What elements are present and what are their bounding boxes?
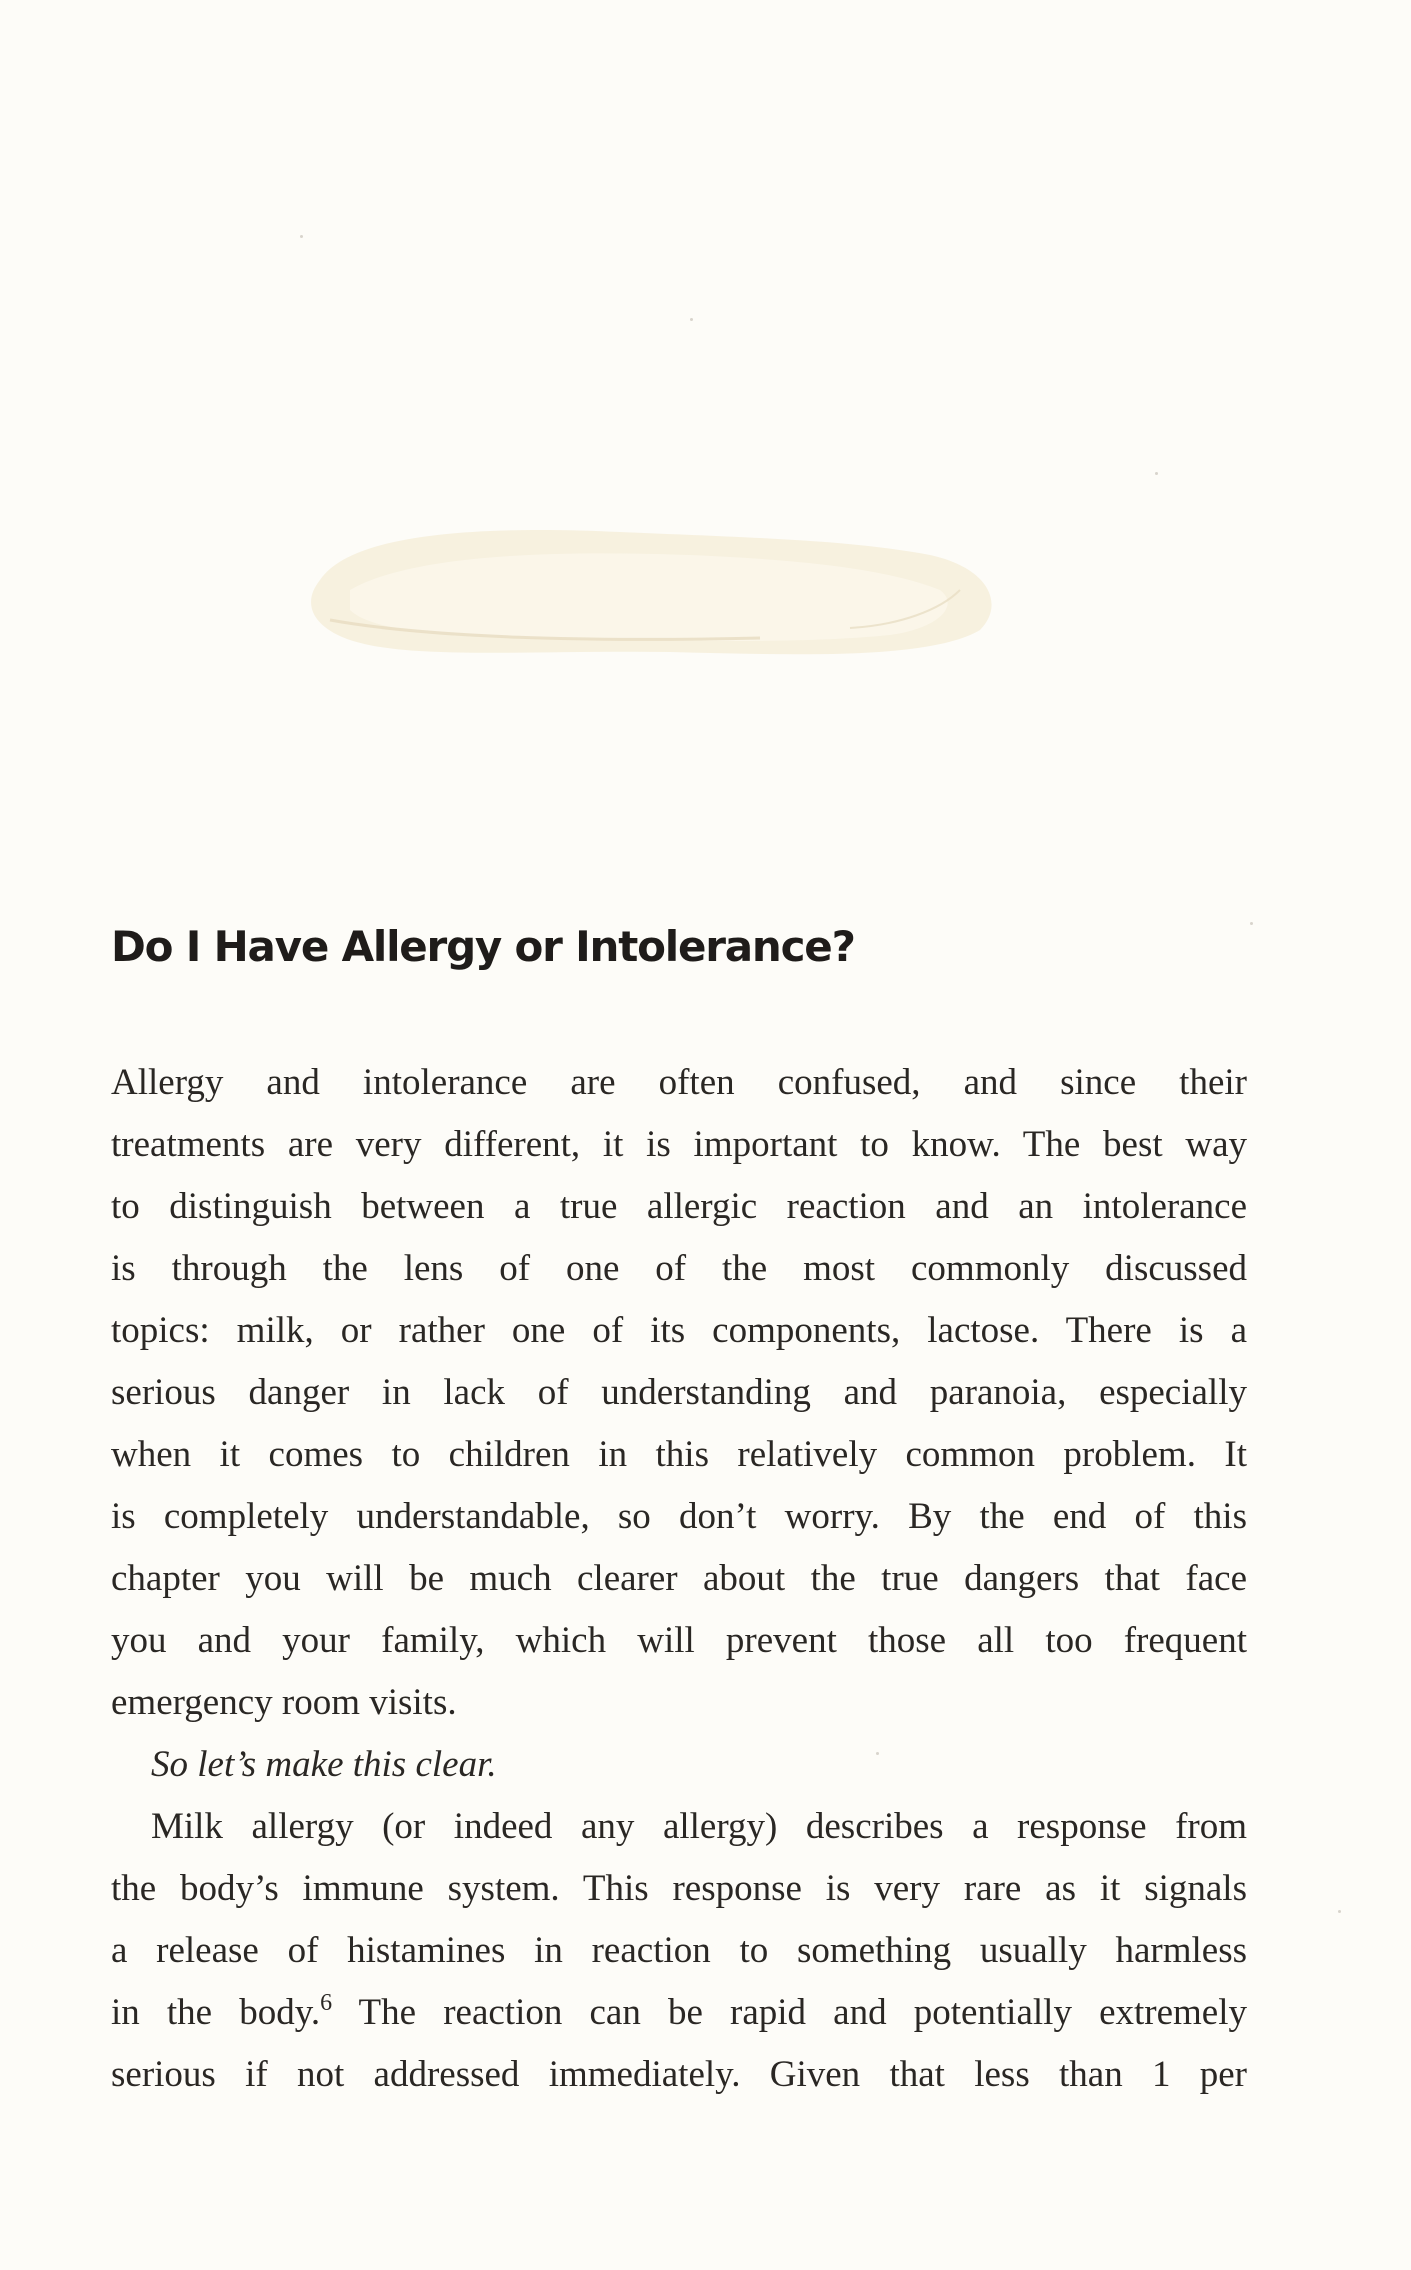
paragraph-line: emergency room visits. xyxy=(111,1682,457,1723)
paper-speck xyxy=(300,235,303,238)
paragraph-line: Allergy and intolerance are often confused, and since their xyxy=(111,1062,1247,1103)
paragraph-line: a release of histamines in reaction to something usually harmless xyxy=(111,1930,1247,1971)
paragraph-line-with-footnote xyxy=(111,1982,1247,2044)
body-text xyxy=(111,1052,1247,2106)
paragraph-line: is through the lens of one of the most commonly discussed xyxy=(111,1248,1247,1289)
footnote-marker[interactable]: 6 xyxy=(320,1990,333,2016)
paper-speck xyxy=(1155,472,1158,475)
section-heading: Do I Have Allergy or Intolerance? xyxy=(111,922,855,971)
paragraph-line-start: in the body. xyxy=(111,1992,321,2033)
paragraph-line: chapter you will be much clearer about the true dangers that face xyxy=(111,1558,1247,1599)
paper-stain xyxy=(290,510,1010,670)
paragraph-line: treatments are very different, it is important to know. The best way xyxy=(111,1124,1247,1165)
paragraph-line: topics: milk, or rather one of its components, lactose. There is a xyxy=(111,1310,1247,1351)
paragraph-line: serious if not addressed immediately. Given that less than 1 per xyxy=(111,2054,1247,2095)
paragraph-line: when it comes to children in this relatively common problem. It xyxy=(111,1434,1247,1475)
paragraph-line: to distinguish between a true allergic reaction and an intolerance xyxy=(111,1186,1247,1227)
paper-speck xyxy=(1250,922,1253,925)
paragraph-line: you and your family, which will prevent those all too frequent xyxy=(111,1620,1247,1661)
paragraph-line: the body’s immune system. This response is very rare as it signals xyxy=(111,1868,1247,1909)
paper-speck xyxy=(1338,1910,1341,1913)
paragraph-line: Milk allergy (or indeed any allergy) describes a response from xyxy=(151,1806,1247,1847)
paragraph-line-end: The reaction can be rapid and potentially extremely xyxy=(332,1992,1247,2033)
paragraph-line: serious danger in lack of understanding and paranoia, especially xyxy=(111,1372,1247,1413)
emphasis-line: So let’s make this clear. xyxy=(151,1744,497,1785)
paper-speck xyxy=(690,318,693,321)
paragraph-line: is completely understandable, so don’t worry. By the end of this xyxy=(111,1496,1247,1537)
